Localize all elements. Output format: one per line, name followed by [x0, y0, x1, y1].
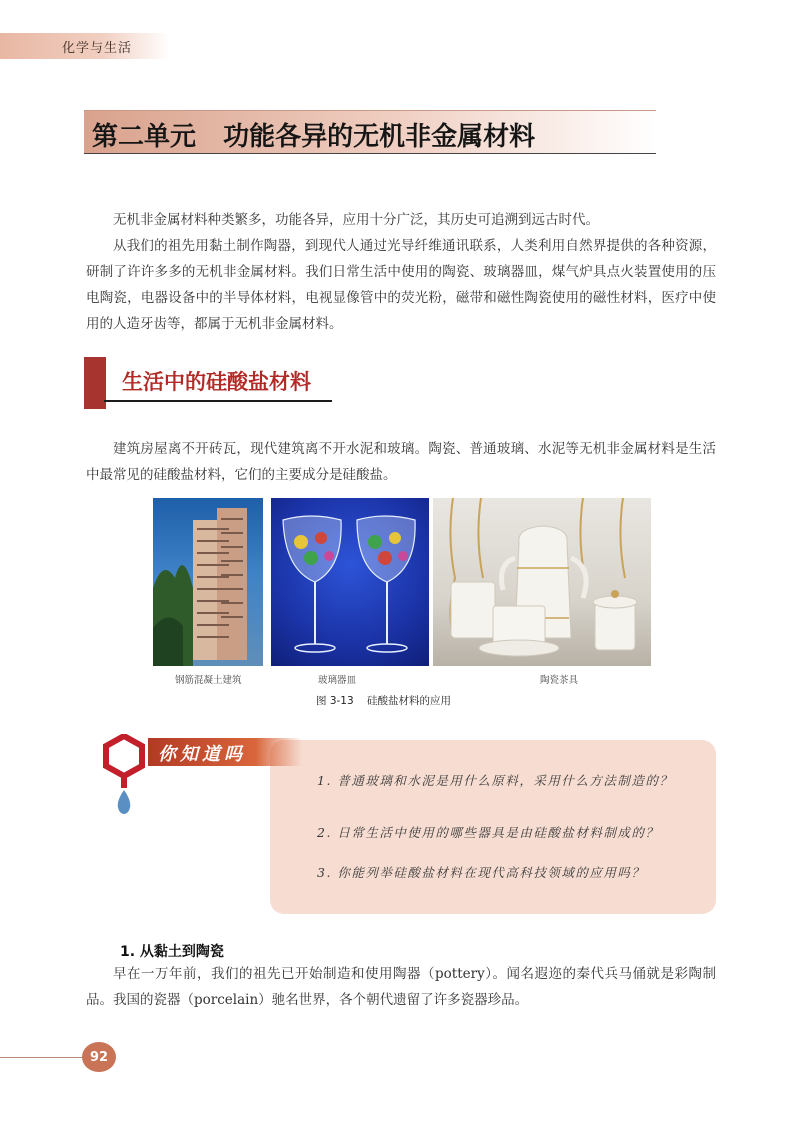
- section-marker: [84, 357, 106, 409]
- figure-title: 图 3-13 硅酸盐材料的应用: [316, 695, 452, 707]
- section-underline: [104, 400, 332, 402]
- question-2: 2. 日常生活中使用的哪些器具是由硅酸盐材料制成的？: [317, 825, 660, 840]
- subsection-paragraph: 早在一万年前，我们的祖先已开始制造和使用陶器（pottery）。闻名遐迩的秦代兵马俑就是彩陶制品。我国的瓷器（porcelain）驰名世界，各个朝代遗留了许多瓷器珍品。: [86, 966, 716, 1008]
- figure-caption-3: 陶瓷茶具: [540, 675, 579, 686]
- photo-concrete-building: [153, 498, 263, 666]
- did-you-know-label-text: 你知道吗: [158, 744, 246, 765]
- running-header-title: 化学与生活: [62, 41, 133, 56]
- did-you-know-label: [148, 738, 302, 766]
- figure-caption-2: 玻璃器皿: [318, 675, 357, 686]
- section-title: 生活中的硅酸盐材料: [122, 369, 311, 394]
- unit-title-banner: [84, 110, 656, 154]
- photo-ceramic-tea-set: [433, 498, 651, 666]
- unit-title: 第二单元 功能各异的无机非金属材料: [92, 122, 536, 152]
- figure-caption-1: 钢筋混凝土建筑: [175, 675, 242, 686]
- intro-paragraph-1: 无机非金属材料种类繁多，功能各异，应用十分广泛，其历史可追溯到远古时代。: [113, 212, 599, 228]
- running-header: [0, 33, 170, 59]
- photo-glassware: [271, 498, 429, 666]
- question-mark-icon: [100, 734, 148, 818]
- question-1: 1. 普通玻璃和水泥是用什么原料，采用什么方法制造的？: [317, 773, 674, 788]
- intro-paragraph-2: 从我们的祖先用黏土制作陶器，到现代人通过光导纤维通讯联系，人类利用自然界提供的各种资源，研制了许许多多的无机非金属材料。我们日常生活中使用的陶瓷、玻璃器皿，煤气炉具点火装置使用的压电陶瓷，电器设备中的半导体材料，电视显像管中的荧光粉，磁带和磁性陶瓷使用的磁性材料，医疗中使用的人造牙齿等，都属于无机非金属材料。: [86, 238, 716, 332]
- page-number: 92: [82, 1042, 116, 1072]
- section-paragraph: 建筑房屋离不开砖瓦，现代建筑离不开水泥和玻璃。陶瓷、普通玻璃、水泥等无机非金属材料是生活中最常见的硅酸盐材料，它们的主要成分是硅酸盐。: [86, 441, 716, 483]
- subsection-title: 1. 从黏土到陶瓷: [120, 944, 224, 960]
- question-3: 3. 你能列举硅酸盐材料在现代高科技领域的应用吗？: [317, 865, 646, 880]
